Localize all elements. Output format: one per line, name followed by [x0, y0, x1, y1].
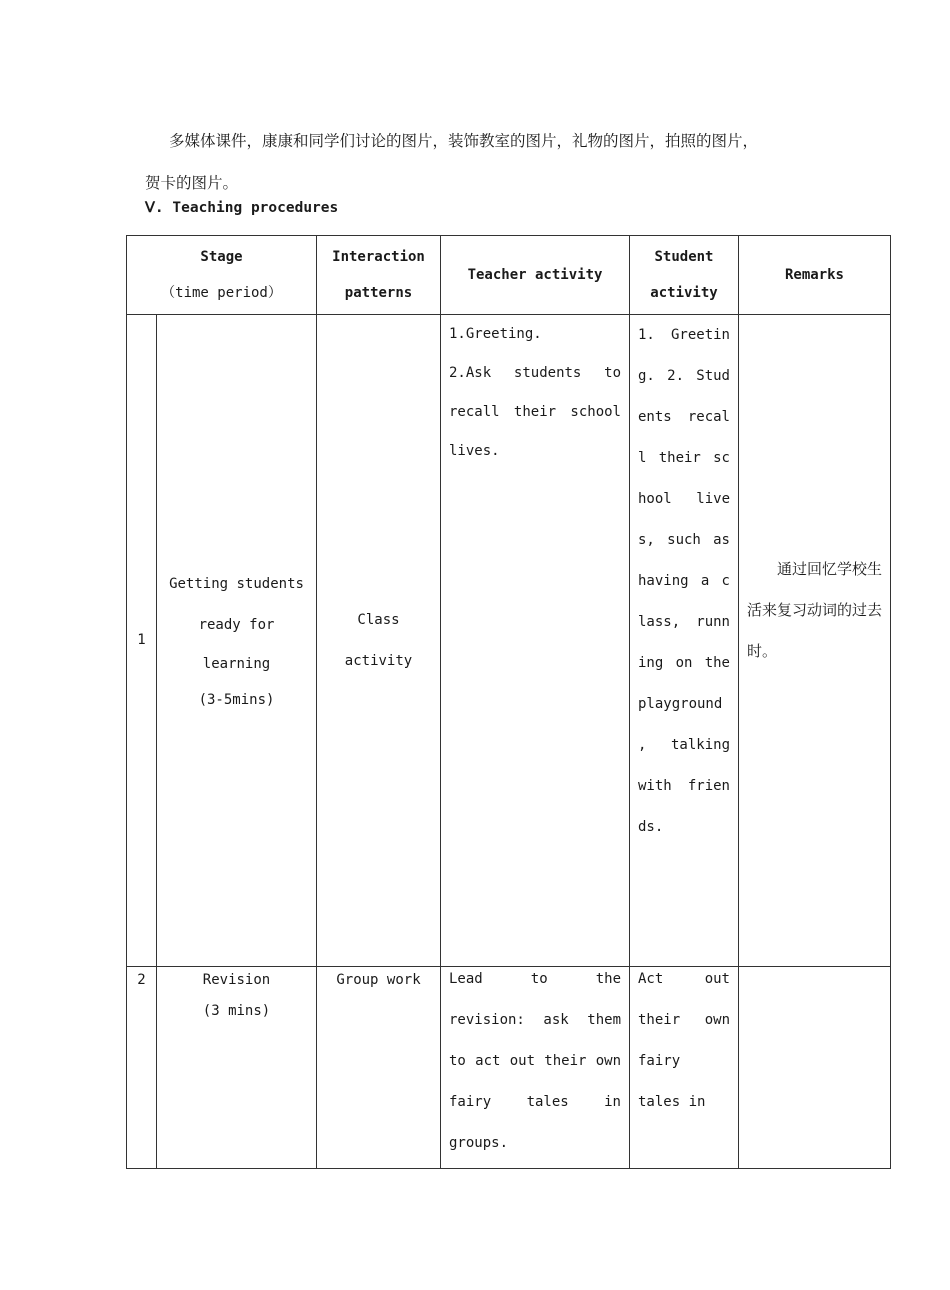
row-interaction — [317, 315, 441, 967]
row-student-activity — [630, 315, 739, 967]
header-interaction-line1: Interaction — [332, 249, 425, 265]
header-stage-sub: （time period） — [161, 285, 282, 301]
teacher-line: 1.Greeting. — [449, 326, 542, 342]
stage-line: learning — [202, 655, 271, 672]
teacher-line: 2.Ask students to recall their school lives. — [449, 365, 621, 459]
section-heading: Ⅴ. Teaching procedures — [145, 200, 339, 216]
header-remarks — [739, 236, 891, 315]
interaction-line: activity — [344, 652, 413, 669]
teaching-procedures-table — [126, 235, 891, 1169]
header-teacher-label: Teacher activity — [467, 267, 603, 283]
row-stage — [157, 967, 317, 1169]
row-remarks — [739, 967, 891, 1169]
table-row — [127, 315, 891, 967]
stage-time: (3-5mins) — [198, 691, 275, 708]
row-student-activity — [630, 967, 739, 1169]
row-stage — [157, 315, 317, 967]
intro-line-2: 贺卡的图片。 — [145, 174, 239, 192]
header-remarks-label: Remarks — [784, 267, 844, 283]
row-remarks — [739, 315, 891, 967]
stage-time: (3 mins) — [202, 1003, 271, 1019]
header-stage-label: Stage — [200, 249, 243, 265]
row-number: 2 — [127, 967, 157, 1169]
intro-paragraph — [145, 120, 865, 204]
header-interaction-line2: patterns — [344, 285, 413, 301]
header-interaction — [317, 236, 441, 315]
stage-line: Revision — [202, 972, 271, 988]
header-teacher — [441, 236, 630, 315]
stage-line: ready for — [198, 616, 275, 633]
stage-line: Getting students — [169, 575, 304, 592]
interaction-line: Class — [357, 611, 400, 628]
student-text: 1. Greeting. 2. Students recall their school lives, such as having a class, running on the playground , talking with friends. — [638, 327, 730, 835]
header-student-line2: activity — [650, 285, 718, 301]
table-header-row — [127, 236, 891, 315]
header-student-line1: Student — [654, 249, 714, 265]
header-stage — [127, 236, 317, 315]
interaction-line: Group work — [336, 972, 421, 988]
remarks-text: 通过回忆学校生活来复习动词的过去时。 — [747, 560, 883, 660]
row-interaction — [317, 967, 441, 1169]
student-text: Act out their own fairy tales in — [638, 971, 730, 1110]
row-teacher-activity — [441, 967, 630, 1169]
table-row — [127, 967, 891, 1169]
header-student — [630, 236, 739, 315]
row-number: 1 — [127, 315, 157, 967]
row-teacher-activity — [441, 315, 630, 967]
intro-line-1: 多媒体课件，康康和同学们讨论的图片，装饰教室的图片，礼物的图片，拍照的图片， — [169, 132, 759, 150]
teacher-line: Lead to the revision: ask them to act out their own fairy tales in groups. — [449, 971, 621, 1151]
